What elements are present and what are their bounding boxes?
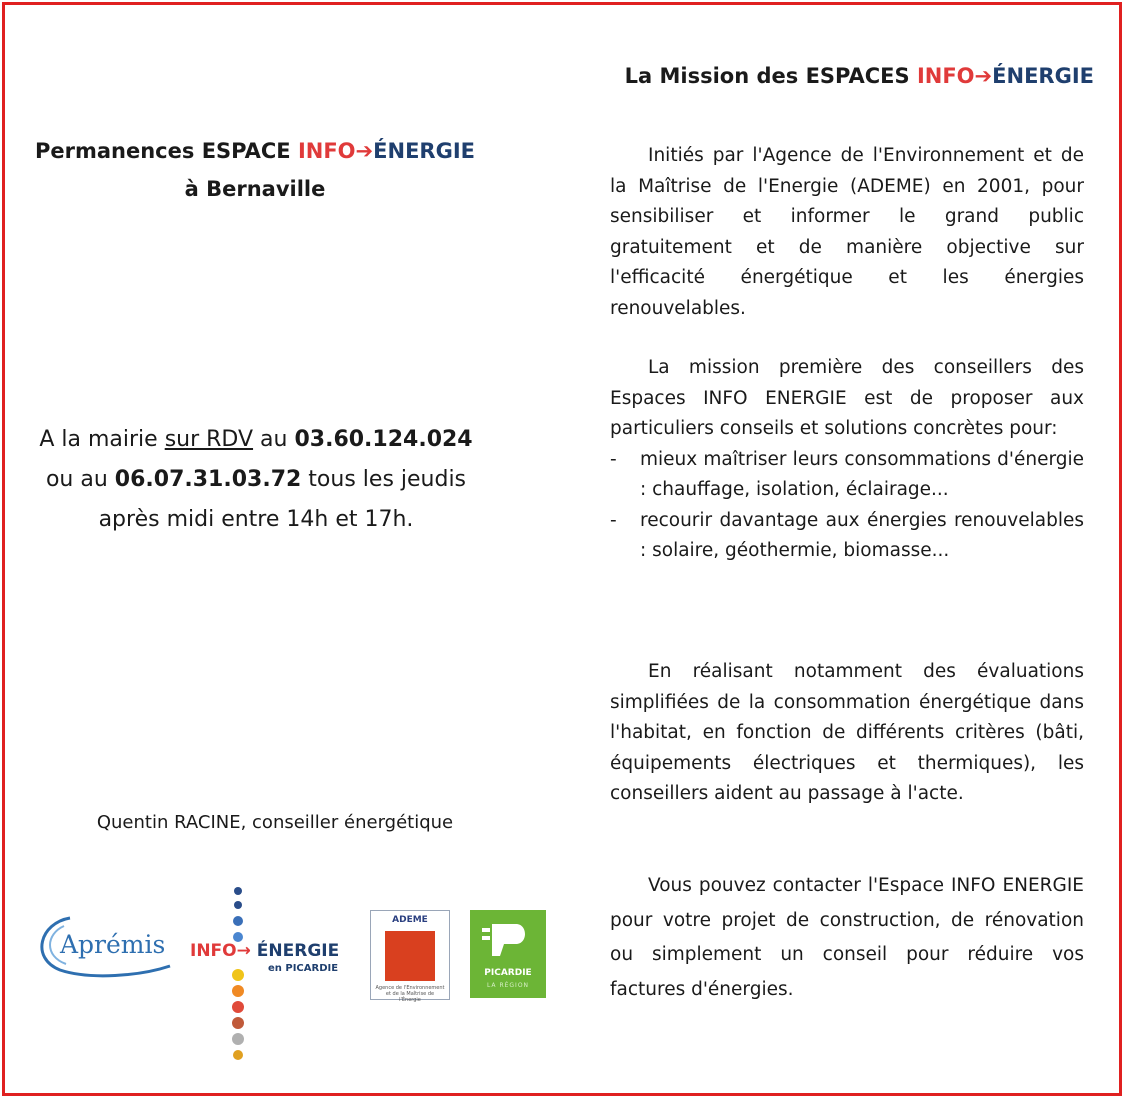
mission-title-info: INFO [916, 64, 975, 88]
mission-paragraph-1: Initiés par l'Agence de l'Environnement et de la Maîtrise de l'Energie (ADEME) en 2001, pour sensibiliser et informer le grand public gratuitement et de manière objective sur l'efficacité énergétique et les énergies renouvelables. [610, 145, 1084, 319]
phone-number-1: 03.60.124.024 [294, 427, 473, 452]
picardie-logo [470, 910, 546, 998]
rdv-prefix: A la mairie [39, 427, 165, 452]
rdv-line2-prefix: ou au [45, 467, 115, 492]
ademe-logo [370, 910, 450, 1003]
info-energie-logo [188, 885, 363, 1060]
title-prefix: Permanences ESPACE [35, 139, 298, 163]
mission-title [560, 64, 1094, 88]
title-energie: ÉNERGIE [373, 139, 475, 163]
permanences-title [20, 132, 490, 208]
list-item: - mieux maîtriser leurs consommations d'énergie : chauffage, isolation, éclairage... [610, 448, 1084, 500]
arrow-icon: ➔ [974, 64, 993, 88]
rdv-hours: après midi entre 14h et 17h. [98, 507, 414, 532]
apremis-logo [30, 908, 180, 988]
mission-title-energie: ÉNERGIE [992, 64, 1094, 88]
phone-number-2: 06.07.31.03.72 [114, 467, 302, 492]
advisor-signature: Quentin RACINE, conseiller énergétique [96, 812, 454, 833]
info-energie-sub: en PICARDIE [268, 963, 339, 974]
rdv-mid: au [253, 427, 295, 452]
mission-paragraph-2: La mission première des conseillers des Espaces INFO ENERGIE est de proposer aux particuliers conseils et solutions concrètes pour: - mieux maîtriser leurs consommations d'énergie : chauffage, isolation, éclairage... - recourir davantage aux énergies renouvelables : solaire, géothermie, biomasse... [610, 353, 1084, 567]
rdv-line2-suffix: tous les jeudis [301, 467, 467, 492]
list-item: - recourir davantage aux énergies renouvelables : solaire, géothermie, biomasse... [610, 509, 1084, 561]
ademe-sub: Agence de l'Environnement et de la Maîtrise de l'Énergie [375, 985, 445, 1003]
mission-paragraph-3: En réalisant notamment des évaluations simplifiées de la consommation énergétique dans l'habitat, en fonction de différents critères (bâti, équipements électriques et thermiques), les conseillers aident au passage à l'acte. [610, 661, 1084, 804]
picardie-sub: LA RÉGION [486, 982, 530, 989]
location-subtitle: à Bernaville [184, 177, 326, 201]
title-info: INFO [297, 139, 356, 163]
arrow-icon: ➔ [355, 139, 374, 163]
picardie-p-icon [470, 910, 546, 966]
picardie-label: PICARDIE [484, 968, 532, 978]
ademe-square-icon [385, 931, 435, 981]
rdv-underlined: sur RDV [164, 427, 254, 452]
mission-bullet-list [610, 445, 1084, 567]
appointment-info [12, 420, 500, 540]
apremis-label: Aprémis [60, 930, 166, 959]
mission-title-prefix: La Mission des ESPACES [624, 64, 917, 88]
mission-paragraph-4: Vous pouvez contacter l'Espace INFO ENERGIE pour votre projet de construction, de rénovation ou simplement un conseil pour réduire vos factures d'énergies. [610, 875, 1084, 1000]
info-energie-wordmark: INFO→ ÉNERGIE [190, 941, 340, 961]
ademe-label: ADEME [392, 915, 428, 925]
